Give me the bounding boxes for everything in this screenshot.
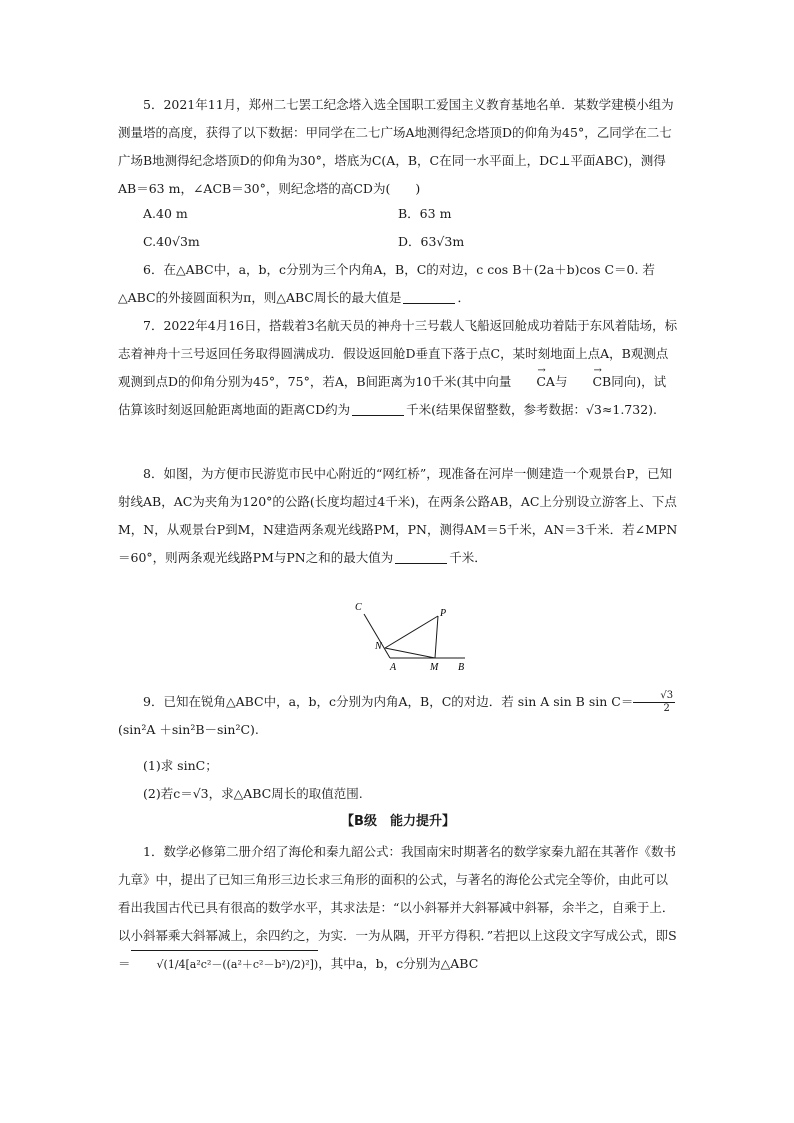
geometry-figure bbox=[340, 596, 480, 676]
question-7-body-a: 7．2022年4月16日，搭载着3名航天员的神舟十三号载人飞船返回舱成功着陆于东风着陆场，标志着神舟十三号返回任务取得圆满成功．假设返回舱D垂直下落于点C，某时刻地面上点A，B观测点观测到点D的仰角分别为45°，75°，若A，B间距离为10千米(其中向量 bbox=[118, 318, 678, 389]
label-c: C bbox=[355, 602, 362, 613]
option-c: C.40√3m bbox=[143, 234, 200, 249]
question-7-body-c: 同向)，试估算该时刻返回舱距离地面的距离CD约为 bbox=[118, 374, 667, 417]
label-m: M bbox=[430, 662, 439, 673]
segment-pm bbox=[435, 616, 438, 658]
question-8-end: 千米． bbox=[449, 550, 487, 565]
vector-cb: → CB bbox=[567, 368, 611, 396]
question-6-text bbox=[118, 256, 678, 312]
heron-qin-formula: √(1/4[a²c²－((a²＋c²－b²)/2)²]) bbox=[131, 950, 319, 979]
option-d: D．63√3m bbox=[398, 234, 465, 249]
formula-lhs: S＝ bbox=[118, 928, 677, 971]
question-7-body-d: 千米(结果保留整数，参考数据：√3≈1.732). bbox=[406, 402, 657, 417]
b-question-1-text bbox=[118, 838, 678, 979]
question-8-body: 8．如图，为方便市民游览市民中心附近的“网红桥”，现准备在河岸一侧建造一个观景台P，已知射线AB，AC为夹角为120°的公路(长度均超过4千米)，在两条公路AB，AC上分别设立游客上、下点M，N，从观景台P到M，N建造两条观光线路PM，PN，测得AM＝5千米，AN＝3千米．若∠MPN＝60°，则两条观光线路PM与PN之和的最大值为 bbox=[118, 466, 678, 565]
question-5-options-row-1 bbox=[143, 200, 673, 228]
label-b: B bbox=[458, 662, 465, 673]
b-question-1-body: 1．数学必修第二册介绍了海伦和秦九韶公式：我国南宋时期著名的数学家秦九韶在其著作《数书九章》中，提出了已知三角形三边长求三角形的面积的公式，与著名的海伦公式完全等价，由此可以看出我国古代已具有很高的数学水平，其求法是：“以小斜幂并大斜幂减中斜幂，余半之，自乘于上．以小斜幂乘大斜幂减上，余四约之，为实．一为从隅，开平方得积．”若把以上这段文字写成公式，即 bbox=[118, 844, 676, 943]
option-b: B．63 m bbox=[398, 206, 452, 221]
label-a: A bbox=[390, 662, 397, 673]
question-9-part-2: (2)若c＝√3，求△ABC周长的取值范围. bbox=[143, 786, 363, 801]
answer-blank bbox=[395, 549, 447, 564]
fraction-numerator: √3 bbox=[633, 690, 675, 703]
question-6-end: ． bbox=[457, 290, 470, 305]
b-question-1-end: ，其中a，b，c分别为△ABC bbox=[318, 956, 479, 971]
question-7-body-b: 与 bbox=[554, 374, 568, 389]
question-9-end: (sin²A ＋sin²B－sin²C). bbox=[118, 722, 259, 737]
question-9-part-1: (1)求 sinC； bbox=[143, 758, 218, 773]
answer-blank bbox=[403, 289, 455, 304]
segment-pn bbox=[385, 616, 438, 648]
question-7-text bbox=[118, 312, 678, 424]
label-p: P bbox=[440, 608, 447, 619]
question-5-text: 5．2021年11月，郑州二七罢工纪念塔入选全国职工爱国主义教育基地名单．某数学建模小组为测量塔的高度，获得了以下数据：甲同学在二七广场A地测得纪念塔顶D的仰角为45°，乙同学在二七广场B地测得纪念塔顶D的仰角为30°，塔底为C(A，B，C在同一水平面上，DC⊥平面ABC)，测得AB＝63 m，∠ACB＝30°，则纪念塔的高CD为( ) bbox=[118, 97, 674, 196]
vector-ca: → CA bbox=[511, 368, 555, 396]
segment-mn bbox=[385, 648, 435, 658]
fraction-sqrt3-over-2 bbox=[633, 690, 675, 715]
question-9-text bbox=[118, 688, 678, 744]
question-8-text bbox=[118, 460, 678, 572]
question-5-options-row-2 bbox=[143, 228, 673, 256]
question-6-body: 6．在△ABC中，a，b，c分别为三个内角A，B，C的对边，c cos B＋(2a＋b)cos C＝0. 若△ABC的外接圆面积为π，则△ABC周长的最大值是 bbox=[118, 262, 655, 305]
option-a: A.40 m bbox=[143, 206, 188, 221]
question-9-body: 9．已知在锐角△ABC中，a，b，c分别为内角A，B，C的对边．若 sin A sin B sin C＝ bbox=[143, 694, 634, 709]
fraction-denominator: 2 bbox=[663, 703, 670, 714]
section-title: 【B级 能力提升】 bbox=[341, 814, 455, 829]
label-n: N bbox=[375, 641, 382, 652]
answer-blank bbox=[352, 401, 404, 416]
